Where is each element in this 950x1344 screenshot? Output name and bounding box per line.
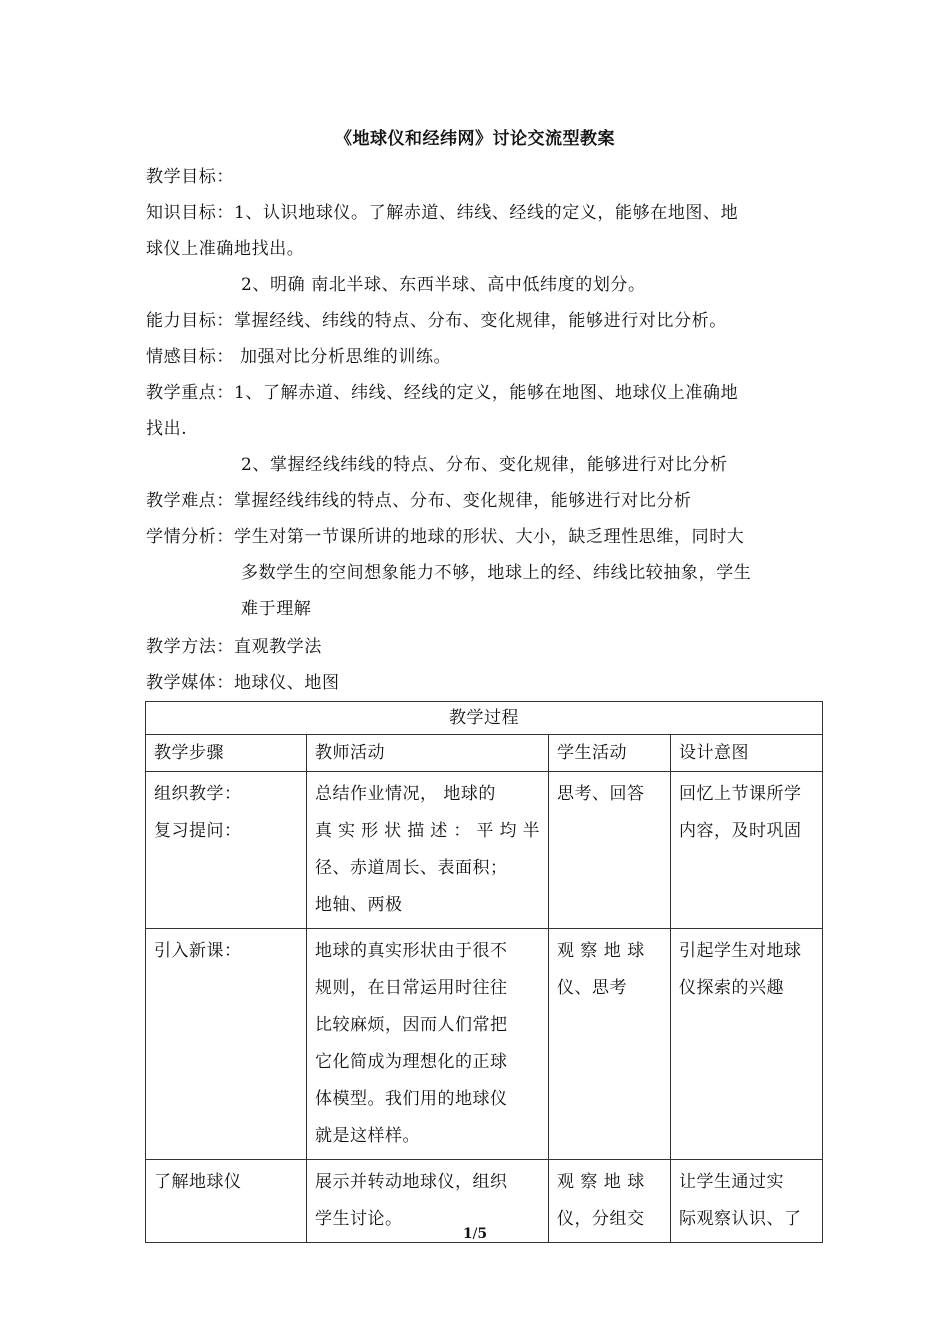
- key-point-line-1b: 找出.: [146, 419, 188, 439]
- cell-step: [146, 929, 307, 1160]
- cell-text: 总结作业情况， 地球的: [315, 784, 496, 804]
- analysis-line-2: 多数学生的空间想象能力不够，地球上的经、纬线比较抽象，学生: [241, 563, 752, 583]
- table-row: [146, 772, 823, 929]
- goal-heading: 教学目标：: [146, 167, 234, 187]
- header-intent: 设计意图: [671, 735, 823, 772]
- cell-text: 学生讨论。: [315, 1209, 403, 1229]
- ability-goal: 能力目标：掌握经线、纬线的特点、分布、变化规律，能够进行对比分析。: [146, 311, 727, 331]
- knowledge-goal-line-1b: 球仪上准确地找出。: [146, 239, 305, 259]
- cell-text: 引入新课：: [154, 941, 242, 961]
- key-point-line-1: 教学重点：1、了解赤道、纬线、经线的定义，能够在地图、地球仪上准确地: [146, 383, 739, 403]
- cell-teacher: [307, 929, 549, 1160]
- cell-text: 真实形状描述：平均半: [315, 821, 540, 841]
- difficulty: 教学难点：掌握经线纬线的特点、分布、变化规律，能够进行对比分析: [146, 491, 692, 511]
- page-number: [0, 1226, 950, 1242]
- header-teacher: 教师活动: [307, 735, 549, 772]
- page-total: 5: [477, 1226, 488, 1242]
- cell-text: 规则，在日常运用时往往: [315, 978, 508, 998]
- cell-text: 体模型。我们用的地球仪: [315, 1089, 508, 1109]
- cell-text: 就是这样样。: [315, 1126, 420, 1146]
- cell-intent: [671, 929, 823, 1160]
- cell-teacher: [307, 772, 549, 929]
- cell-step: [146, 772, 307, 929]
- cell-text: 径、赤道周长、表面积；: [315, 858, 508, 878]
- cell-text: 地球的真实形状由于很不: [315, 941, 508, 961]
- emotion-goal: 情感目标： 加强对比分析思维的训练。: [146, 347, 452, 367]
- cell-intent: [671, 772, 823, 929]
- analysis-line-3: 难于理解: [241, 599, 312, 619]
- page-title: 《地球仪和经纬网》讨论交流型教案: [335, 129, 615, 149]
- cell-text: 仪、思考: [557, 978, 627, 998]
- table-header-row: [146, 735, 823, 772]
- teaching-media: 教学媒体：地球仪、地图: [146, 673, 340, 693]
- header-student: 学生活动: [549, 735, 671, 772]
- table-caption: 教学过程: [146, 702, 823, 735]
- cell-text: 观 察 地 球: [557, 1172, 645, 1192]
- page-separator: /: [472, 1226, 478, 1242]
- cell-text: 仪，分组交: [557, 1209, 645, 1229]
- analysis-line-1: 学情分析：学生对第一节课所讲的地球的形状、大小，缺乏理性思维，同时大: [146, 527, 745, 547]
- cell-text: 地轴、两极: [315, 895, 403, 915]
- table-row: [146, 929, 823, 1160]
- cell-text: 观 察 地 球: [557, 941, 645, 961]
- cell-student: [549, 772, 671, 929]
- cell-text: 仪探索的兴趣: [679, 978, 784, 998]
- cell-text: 内容，及时巩固: [679, 821, 802, 841]
- knowledge-goal-line-2: 2、明确 南北半球、东西半球、高中低纬度的划分。: [241, 275, 646, 295]
- knowledge-goal-line-1: 知识目标：1、认识地球仪。了解赤道、纬线、经线的定义，能够在地图、地: [146, 203, 739, 223]
- cell-text: 它化简成为理想化的正球: [315, 1052, 508, 1072]
- header-step: 教学步骤: [146, 735, 307, 772]
- cell-text: 思考、回答: [557, 784, 645, 804]
- cell-text: 让学生通过实: [679, 1172, 784, 1192]
- key-point-line-2: 2、掌握经线纬线的特点、分布、变化规律，能够进行对比分析: [241, 455, 728, 475]
- cell-text: 组织教学：: [154, 784, 242, 804]
- cell-text: 回忆上节课所学: [679, 784, 802, 804]
- cell-text: 际观察认识、了: [679, 1209, 802, 1229]
- page-current: 1: [462, 1226, 473, 1242]
- cell-text: 比较麻烦，因而人们常把: [315, 1015, 508, 1035]
- cell-text: 复习提问：: [154, 821, 242, 841]
- cell-student: [549, 929, 671, 1160]
- cell-text: 了解地球仪: [154, 1172, 242, 1192]
- cell-text: 展示并转动地球仪，组织: [315, 1172, 508, 1192]
- teaching-process-table: [145, 701, 823, 1243]
- teaching-method: 教学方法：直观教学法: [146, 637, 322, 657]
- cell-text: 引起学生对地球: [679, 941, 802, 961]
